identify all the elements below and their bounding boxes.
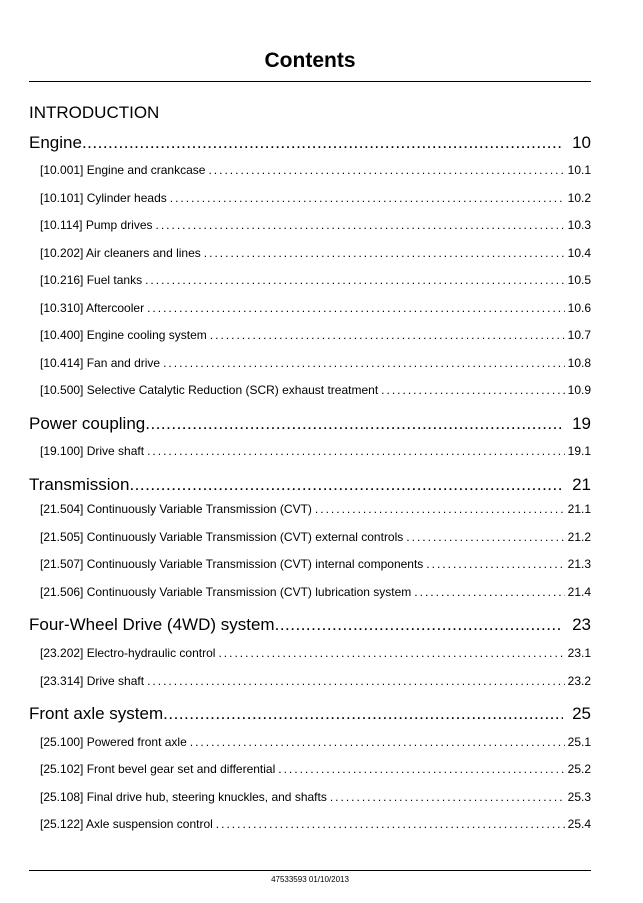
toc-entry-page-number: 19: [572, 414, 591, 433]
dot-leader: [163, 356, 565, 370]
toc-entry-page-number: 25.2: [567, 762, 591, 776]
toc-entry-page-number: 21: [572, 475, 591, 494]
dot-leader: [145, 414, 563, 434]
dot-leader: [426, 557, 564, 571]
dot-leader: [330, 790, 565, 804]
toc-entry-label: [25.108] Final drive hub, steering knuckles, and shafts: [40, 790, 327, 804]
toc-entry-label: [21.505] Continuously Variable Transmission (CVT) external controls: [40, 530, 404, 544]
toc-entry-label: [10.114] Pump drives: [40, 218, 153, 232]
toc-entry-page-number: 10.2: [567, 191, 591, 205]
toc-entry-page-number: 21.3: [567, 557, 591, 571]
toc-entry-page-number: 10.9: [567, 383, 591, 397]
toc-entry-label: [21.506] Continuously Variable Transmission (CVT) lubrication system: [40, 585, 412, 599]
toc-entry-page-number: 10.4: [567, 246, 591, 260]
toc-entry-page-number: 10.7: [567, 328, 591, 342]
toc-entry-page-number: 21.1: [567, 502, 591, 516]
toc-entry-page-number: 19.1: [567, 444, 591, 458]
toc-entry-label: Transmission: [29, 475, 130, 494]
toc-entry-label: [19.100] Drive shaft: [40, 444, 145, 458]
toc-section-entry[interactable]: [29, 704, 591, 724]
toc-entry-label: [21.507] Continuously Variable Transmission (CVT) internal components: [40, 557, 424, 571]
toc-entry-page-number: 10.6: [567, 301, 591, 315]
toc-section-entry[interactable]: [29, 475, 591, 495]
toc-entry-label: [25.102] Front bevel gear set and differential: [40, 762, 276, 776]
introduction-heading[interactable]: INTRODUCTION: [29, 103, 160, 122]
toc-subsection-entry[interactable]: [40, 328, 591, 342]
toc-entry-page-number: 25: [572, 704, 591, 723]
toc-subsection-entry[interactable]: [40, 163, 591, 177]
toc-entry-label: [23.202] Electro-hydraulic control: [40, 646, 216, 660]
toc-subsection-entry[interactable]: [40, 301, 591, 315]
toc-entry-page-number: 10.8: [567, 356, 591, 370]
toc-entry-page-number: 25.1: [567, 735, 591, 749]
toc-section-entry[interactable]: [29, 414, 591, 434]
footer-document-id: 47533593 01/10/2013: [271, 875, 349, 884]
toc-subsection-entry[interactable]: [40, 585, 591, 599]
toc-entry-label: [25.122] Axle suspension control: [40, 817, 213, 831]
toc-section-entry[interactable]: [29, 615, 591, 635]
dot-leader: [82, 133, 563, 153]
toc-subsection-entry[interactable]: [40, 356, 591, 370]
toc-subsection-entry[interactable]: [40, 191, 591, 205]
dot-leader: [190, 735, 565, 749]
dot-leader: [278, 762, 564, 776]
toc-entry-page-number: 23.1: [567, 646, 591, 660]
toc-subsection-entry[interactable]: [40, 817, 591, 831]
dot-leader: [216, 817, 565, 831]
toc-subsection-entry[interactable]: [40, 735, 591, 749]
toc-entry-page-number: 21.2: [567, 530, 591, 544]
toc-entry-label: [21.504] Continuously Variable Transmission (CVT): [40, 502, 312, 516]
dot-leader: [381, 383, 564, 397]
dot-leader: [210, 328, 565, 342]
toc-entry-page-number: 10.1: [567, 163, 591, 177]
dot-leader: [414, 585, 564, 599]
dot-leader: [275, 615, 563, 635]
toc-subsection-entry[interactable]: [40, 530, 591, 544]
toc-section-entry[interactable]: [29, 133, 591, 153]
dot-leader: [208, 163, 564, 177]
dot-leader: [163, 704, 563, 724]
dot-leader: [315, 502, 565, 516]
toc-entry-label: Front axle system: [29, 704, 164, 723]
toc-subsection-entry[interactable]: [40, 557, 591, 571]
dot-leader: [218, 646, 564, 660]
toc-entry-page-number: 10: [572, 133, 591, 152]
toc-entry-label: [10.202] Air cleaners and lines: [40, 246, 201, 260]
toc-entry-page-number: 25.4: [567, 817, 591, 831]
toc-entry-page-number: 25.3: [567, 790, 591, 804]
toc-entry-page-number: 23: [572, 615, 591, 634]
toc-entry-label: Four-Wheel Drive (4WD) system: [29, 615, 275, 634]
toc-entry-page-number: 23.2: [567, 674, 591, 688]
toc-subsection-entry[interactable]: [40, 502, 591, 516]
toc-subsection-entry[interactable]: [40, 246, 591, 260]
toc-entry-label: [25.100] Powered front axle: [40, 735, 187, 749]
dot-leader: [145, 273, 565, 287]
toc-entry-label: [10.001] Engine and crankcase: [40, 163, 206, 177]
dot-leader: [129, 475, 563, 495]
toc-entry-page-number: 10.5: [567, 273, 591, 287]
toc-entry-label: [10.101] Cylinder heads: [40, 191, 167, 205]
toc-subsection-entry[interactable]: [40, 762, 591, 776]
toc-entry-label: [10.216] Fuel tanks: [40, 273, 143, 287]
toc-entry-label: [10.414] Fan and drive: [40, 356, 161, 370]
toc-entry-label: Power coupling: [29, 414, 146, 433]
toc-subsection-entry[interactable]: [40, 444, 591, 458]
bottom-divider: [29, 870, 591, 871]
toc-entry-label: [10.500] Selective Catalytic Reduction (SCR) exhaust treatment: [40, 383, 379, 397]
dot-leader: [204, 246, 565, 260]
toc-entry-page-number: 21.4: [567, 585, 591, 599]
toc-entry-label: [10.310] Aftercooler: [40, 301, 145, 315]
toc-entry-page-number: 10.3: [567, 218, 591, 232]
dot-leader: [147, 301, 565, 315]
toc-entry-label: [23.314] Drive shaft: [40, 674, 145, 688]
toc-subsection-entry[interactable]: [40, 383, 591, 397]
dot-leader: [147, 444, 565, 458]
toc-subsection-entry[interactable]: [40, 273, 591, 287]
dot-leader: [406, 530, 564, 544]
toc-subsection-entry[interactable]: [40, 790, 591, 804]
dot-leader: [156, 218, 565, 232]
dot-leader: [147, 674, 565, 688]
toc-subsection-entry[interactable]: [40, 674, 591, 688]
top-divider: [29, 81, 591, 82]
page-title: Contents: [264, 49, 356, 72]
dot-leader: [170, 191, 565, 205]
toc-subsection-entry[interactable]: [40, 646, 591, 660]
toc-subsection-entry[interactable]: [40, 218, 591, 232]
toc-entry-label: Engine: [29, 133, 82, 152]
toc-entry-label: [10.400] Engine cooling system: [40, 328, 207, 342]
